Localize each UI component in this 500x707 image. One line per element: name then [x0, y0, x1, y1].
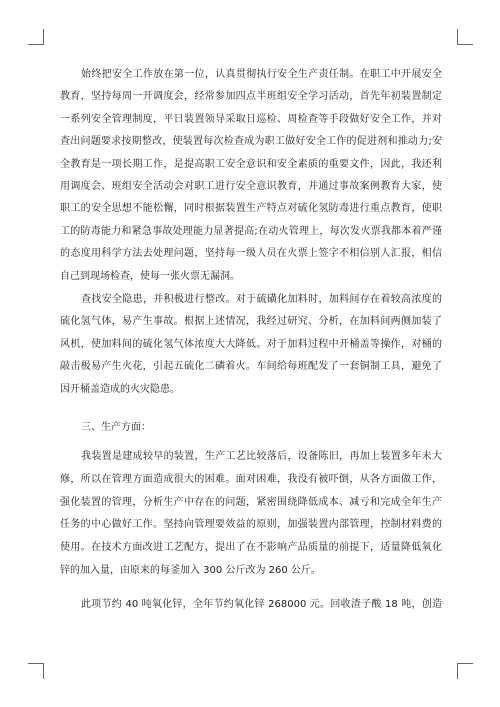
crop-mark-bottom-right: [457, 663, 473, 679]
text-line: 强化装置的管理，分析生产中存在的问题，紧密围绕降低成本、减亏和完成全年生产: [60, 496, 442, 508]
text-line: 用调度会、班组安全活动会对职工进行安全意识教育，并通过事故案例教育大家，使: [60, 180, 442, 192]
text-line: 一系列安全管理制度，平日装置领导采取日巡检、周检查等手段做好安全工作，并对: [60, 113, 442, 125]
text-line: 全教育是一项长期工作，是提高职工安全意识和安全素质的重要文件，因此，我还利: [60, 158, 442, 170]
crop-mark-top-right: [457, 29, 473, 45]
crop-mark-top-left: [28, 29, 44, 45]
text-line: 我装置是建成较早的装置，生产工艺比较落后，设备陈旧，再加上装置多年未大: [81, 451, 442, 462]
text-line: 因开桶盖造成的火灾隐患。: [60, 383, 180, 395]
text-line: 查找安全隐患，并积极进行整改。对于硫磺化加料时，加料间存在着较高浓度的: [81, 294, 442, 305]
text-line: 查出问题要求按期整改，使装置每次检查成为职工做好安全工作的促进剂和推动力;安: [60, 136, 442, 148]
crop-mark-bottom-left: [28, 663, 44, 679]
text-line: 修，所以在管理方面造成很大的困难。面对困难，我没有被吓倒，从各方面做工作，: [60, 473, 442, 485]
paragraph-savings: [60, 594, 442, 616]
paragraph-production-management: [60, 446, 442, 583]
text-line: 任务的中心做好工作。坚持向管理要效益的原则，加强装置内部管理，控制材料费的: [60, 519, 442, 531]
text-line: 自己到现场检查，使每一张火票无漏洞。: [60, 270, 240, 282]
text-line: 始终把安全工作放在第一位，认真贯彻执行安全生产责任制。在职工中开展安全: [81, 69, 442, 80]
text-line: 职工的安全思想不能松懈，同时根据装置生产特点对硫化氢防毒进行重点教育，使职: [60, 203, 442, 215]
text-line: 教育，坚持每周一开调度会，经常参加四点半班组安全学习活动，首先年初装置制定: [60, 91, 442, 103]
paragraph-safety-education: [60, 64, 442, 288]
text-line: 此项节约 40 吨氧化锌，全年节约氧化锌 268000 元。回收渣子酸 18 吨，创造: [81, 599, 442, 610]
paragraph-hazard-rectification: [60, 289, 442, 401]
text-line: 工的防毒能力和紧急事故处理能力显著提高;在动火管理上，每次发火票我都本着严谨: [60, 225, 442, 237]
text-line: 硫化氢气体，易产生事故。根据上述情况，我经过研究、分析，在加料间两侧加装了: [60, 316, 442, 328]
section-heading-production: [60, 417, 442, 439]
text-line: 敲击极易产生火花，引起五硫化二磷着火。车间给每班配发了一套铜制工具，避免了: [60, 361, 442, 373]
text-line: 锌的加入量，由原来的每釜加入 300 公斤改为 260 公斤。: [60, 564, 321, 576]
heading-text: 三、生产方面：: [81, 422, 151, 433]
text-line: 的态度用科学方法去处理问题，坚持每一级人员在火票上签字不相信别人汇报，相信: [60, 248, 442, 260]
text-line: 风机，使加料间的硫化氢气体浓度大大降低。对于加料过程中开桶盖等操作，对桶的: [60, 338, 442, 350]
text-line: 使用。在技术方面改进工艺配方，提出了在不影响产品质量的前提下，适量降低氧化: [60, 542, 442, 554]
